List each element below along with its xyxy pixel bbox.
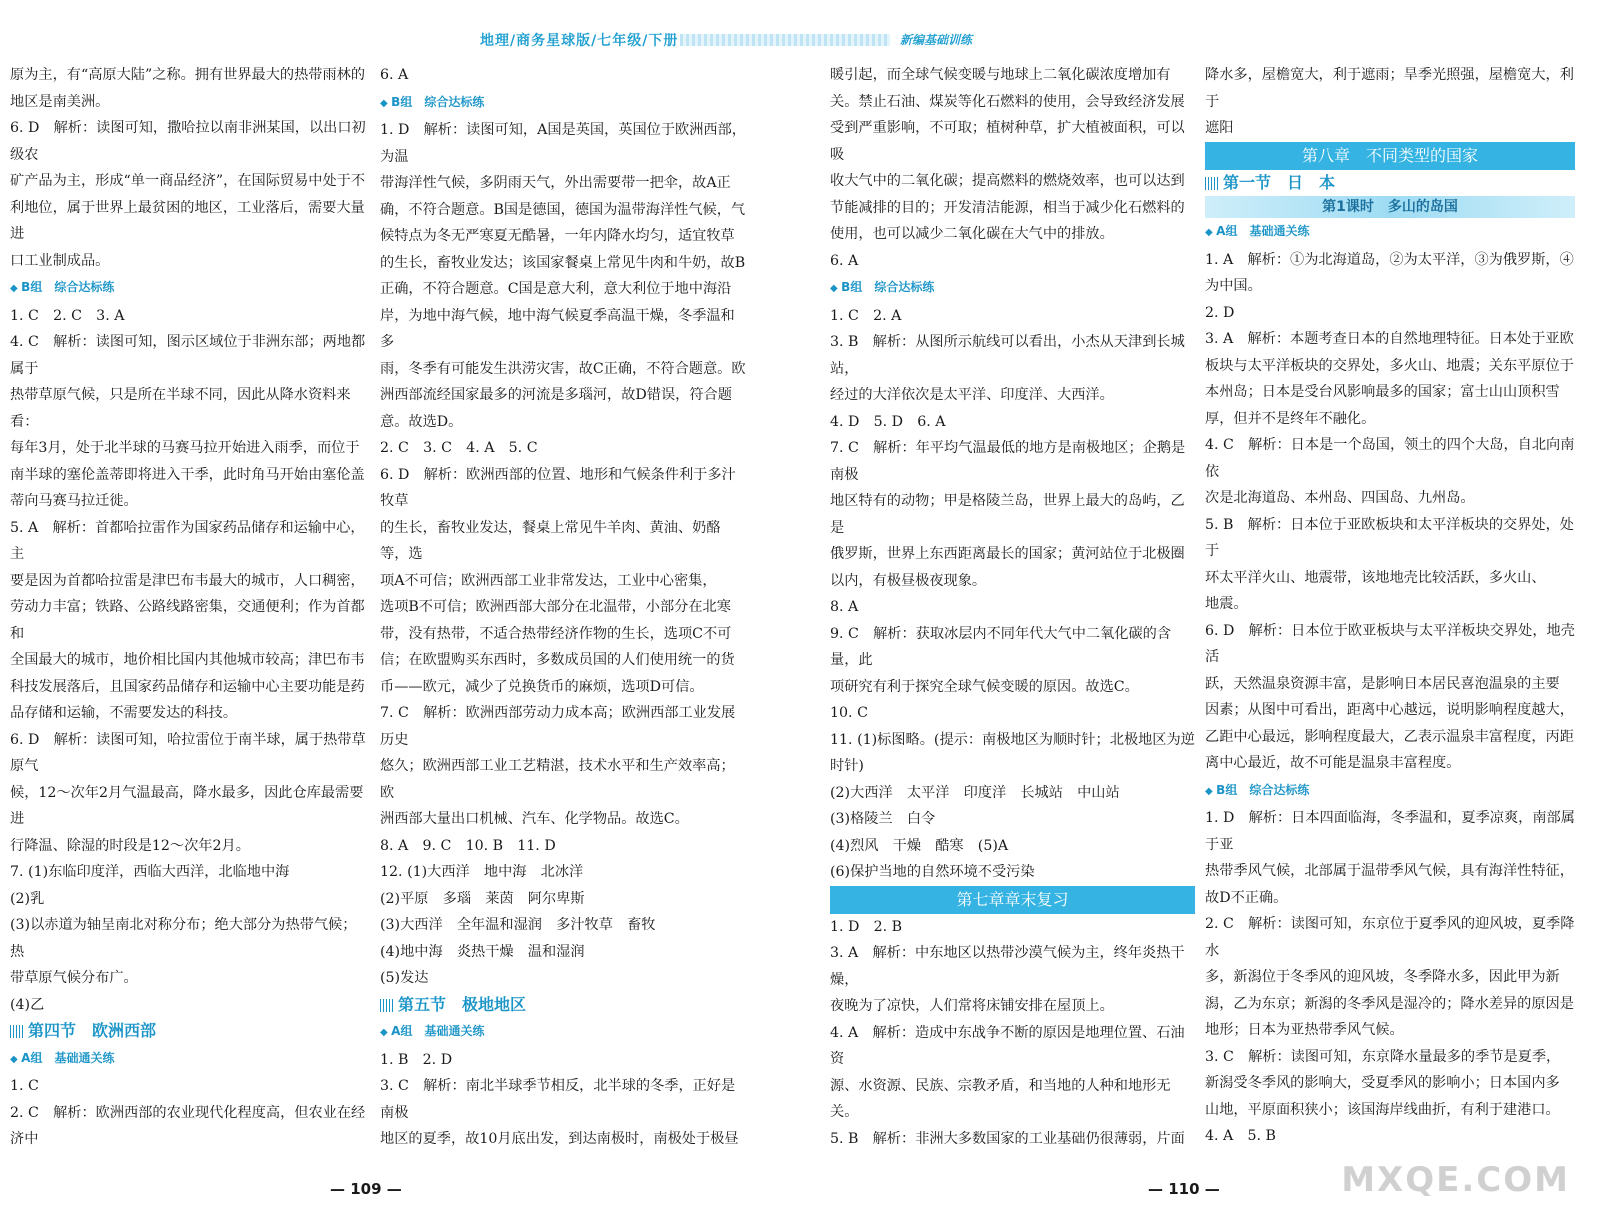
answer-line: 4. C 解析：日本是一个岛国，领土的四个大岛，自北向南依 xyxy=(1205,437,1575,480)
answer-line: 利地位，属于世界上最贫困的地区，工业落后，需要大量进 xyxy=(10,199,365,242)
answer-line: 1. C 2. C 3. A xyxy=(10,307,125,324)
answer-line: 5. A 解析：首都哈拉雷作为国家药品储存和运输中心，主 xyxy=(10,519,365,562)
answer-line: 1. D 2. B xyxy=(830,918,903,935)
answer-line: 4. A 解析：造成中东战争不断的原因是地理位置、石油资 xyxy=(830,1024,1185,1067)
answer-line: 为中国。 xyxy=(1205,278,1262,294)
answer-line: 以内，有极昼极夜现象。 xyxy=(830,572,987,589)
answer-line: 暖引起，而全球气候变暖与地球上二氧化碳浓度增加有 xyxy=(830,67,1171,83)
answer-line: 1. B 2. D xyxy=(380,1051,453,1068)
answer-line: 带，没有热带，不适合热带经济作物的生长，选项C不可 xyxy=(380,625,732,642)
answer-line: 科技发展落后，且国家药品储存和运输中心主要功能是药 xyxy=(10,678,365,695)
answer-line: 环太平洋火山、地震带，该地地壳比较活跃，多火山、 xyxy=(1205,569,1546,586)
answer-line: 带海洋性气候，多阴雨天气，外出需要带一把伞，故A正 xyxy=(380,175,731,191)
answer-line: 本州岛；日本是受台风影响最多的国家；富士山山顶积雪 xyxy=(1205,384,1560,400)
answer-line: 3. B 解析：从图所示航线可以看出，小杰从天津到长城站， xyxy=(830,334,1185,377)
answer-line: 12. (1)大西洋 地中海 北冰洋 xyxy=(380,864,584,880)
answer-line: 地区的夏季，故10月底出发，到达南极时，南极处于极昼 xyxy=(380,1131,739,1147)
group-heading: ◆ B组 综合达标练 xyxy=(830,274,1195,303)
answer-line: 每年3月，处于北半球的马赛马拉开始进入雨季，而位于 xyxy=(10,440,360,456)
answer-line: 1. D 解析：日本四面临海，冬季温和，夏季凉爽，南部属于亚 xyxy=(1205,810,1575,853)
lesson-banner: 第1课时 多山的岛国 xyxy=(1205,196,1575,218)
book-title: 地理/商务星球版/七年级/下册 xyxy=(480,33,679,49)
group-heading: ◆ A组 基础通关练 xyxy=(10,1045,368,1074)
answer-line: 9. C 解析：获取冰层内不同年代大气中二氧化碳的含量，此 xyxy=(830,625,1172,668)
answer-line: 带草原气候分布广。 xyxy=(10,970,138,986)
answer-line: 悠久；欧洲西部工业工艺精湛，技术水平和生产效率高；欧 xyxy=(380,758,735,801)
answer-line: 原为主，有“高原大陆”之称。拥有世界最大的热带雨林的 xyxy=(10,67,366,83)
answer-line: 信；在欧盟购买东西时，多数成员国的人们使用统一的货 xyxy=(380,652,735,668)
answer-line: 板块与太平洋板块的交界处，多火山、地震；关东平原位于 xyxy=(1205,357,1574,374)
answer-line: 2. C 解析：欧洲西部的农业现代化程度高，但农业在经济中 xyxy=(10,1104,366,1147)
answer-line: (3)格陵兰 白令 xyxy=(830,811,936,827)
answer-line: 7. (1)东临印度洋，西临大西洋，北临地中海 xyxy=(10,864,290,880)
answer-line: 1. D 解析：读图可知，A国是英国，英国位于欧洲西部，为温 xyxy=(380,122,746,165)
answer-line: 雨，冬季有可能发生洪涝灾害，故C正确，不符合题意。欧 xyxy=(380,360,746,377)
answer-line: (3)大西洋 全年温和湿润 多汁牧草 畜牧 xyxy=(380,917,656,933)
answer-line: 2. D xyxy=(1205,304,1235,321)
answer-line: 候，12～次年2月气温最高，降水最多，因此仓库最需要进 xyxy=(10,784,364,827)
answer-line: 项A不可信；欧洲西部工业非常发达，工业中心密集， xyxy=(380,572,717,589)
answer-line: 遮阳 xyxy=(1205,120,1234,136)
answer-line: 离中心最近，故不可能是温泉丰富程度。 xyxy=(1205,755,1461,771)
column-4 xyxy=(1205,62,1575,1152)
group-heading: ◆ B组 综合达标练 xyxy=(1205,777,1575,806)
answer-line: 2. C 3. C 4. A 5. C xyxy=(380,440,538,456)
answer-line: 洲西部大量出口机械、汽车、化学物品。故选C。 xyxy=(380,811,689,827)
column-2 xyxy=(380,62,748,1152)
answer-line: 热带季风气候，北部属于温带季风气候，具有海洋性特征， xyxy=(1205,863,1574,879)
answer-line: (6)保护当地的自然环境不受污染 xyxy=(830,864,1035,880)
answer-line: 4. C 解析：读图可知，图示区域位于非洲东部；两地都属于 xyxy=(10,334,366,377)
answer-line: 俄罗斯，世界上东西距离最长的国家；黄河站位于北极圈 xyxy=(830,546,1185,562)
answer-line: (4)乙 xyxy=(10,996,45,1013)
answer-line: 新潟受冬季风的影响大，受夏季风的影响小；日本国内多 xyxy=(1205,1075,1560,1091)
section-heading: 第四节 欧洲西部 xyxy=(10,1018,368,1045)
answer-line: 2. C 解析：读图可知，东京位于夏季风的迎风坡，夏季降水 xyxy=(1205,916,1575,959)
answer-line: 正确，不符合题意。C国是意大利，意大利位于地中海沿 xyxy=(380,281,732,297)
answer-line: (3)以赤道为轴呈南北对称分布；绝大部分为热带气候；热 xyxy=(10,917,357,960)
answer-line: 品存储和运输，不需要发达的科技。 xyxy=(10,705,238,721)
answer-line: 6. A xyxy=(380,67,409,83)
answer-line: 地形；日本为亚热带季风气候。 xyxy=(1205,1022,1404,1038)
answer-line: 源、水资源、民族、宗教矛盾，和当地的人种和地形无关。 xyxy=(830,1077,1171,1120)
group-heading: ◆ B组 综合达标练 xyxy=(380,89,748,118)
answer-line: (2)大西洋 太平洋 印度洋 长城站 中山站 xyxy=(830,784,1120,801)
answer-line xyxy=(1205,1150,1575,1153)
answer-line: 劳动力丰富；铁路、公路线路密集，交通便利；作为首都和 xyxy=(10,599,365,642)
answer-line: (4)烈风 干燥 酷寒 (5)A xyxy=(830,837,1009,854)
answer-line: 的生长，畜牧业发达；该国家餐桌上常见牛肉和牛奶，故B xyxy=(380,254,746,271)
answer-line: 选项B不可信；欧洲西部大部分在北温带，小部分在北寒 xyxy=(380,599,731,615)
answer-line: 地区特有的动物；甲是格陵兰岛，世界上最大的岛屿，乙是 xyxy=(830,493,1185,536)
answer-line: 3. A 解析：本题考查日本的自然地理特征。日本处于亚欧 xyxy=(1205,331,1574,347)
answer-line: 币——欧元，减少了兑换货币的麻烦，选项D可信。 xyxy=(380,678,704,695)
header-decoration xyxy=(680,34,890,46)
column-3 xyxy=(830,62,1195,1152)
group-heading: ◆ A组 基础通关练 xyxy=(1205,218,1575,247)
answer-line: 地区是南美洲。 xyxy=(10,93,110,110)
answer-line: (2)平原 多瑙 莱茵 阿尔卑斯 xyxy=(380,890,585,907)
answer-line: 时针) xyxy=(830,758,864,774)
page-number-right: — 110 — xyxy=(1148,1180,1220,1198)
answer-line: 收大气中的二氧化碳；提高燃料的燃烧效率，也可以达到 xyxy=(830,173,1185,189)
answer-line: 要是因为首都哈拉雷是津巴布韦最大的城市，人口稠密， xyxy=(10,572,365,589)
watermark: MXQE.COM xyxy=(1341,1160,1570,1200)
answer-line: 使用，也可以减少二氧化碳在大气中的排放。 xyxy=(830,226,1114,242)
answer-line: 6. D 解析：读图可知，哈拉雷位于南半球，属于热带草原气 xyxy=(10,731,366,774)
answer-line: 3. C 解析：读图可知，东京降水量最多的季节是夏季， xyxy=(1205,1048,1561,1065)
answer-line: 4. A 5. B xyxy=(1205,1128,1276,1144)
answer-line: 6. D 解析：日本位于欧亚板块与太平洋板块交界处，地壳活 xyxy=(1205,622,1575,665)
answer-line: 故D不正确。 xyxy=(1205,889,1288,906)
answer-line: 7. C 解析：年平均气温最低的地方是南极地区；企鹅是南极 xyxy=(830,440,1186,483)
answer-line: 4. D 5. D 6. A xyxy=(830,413,946,430)
answer-line: 跃，天然温泉资源丰富，是影响日本居民喜泡温泉的主要 xyxy=(1205,675,1560,692)
answer-line: 潟，乙为东京；新潟的冬季风是湿冷的；降水差异的原因是 xyxy=(1205,995,1574,1012)
answer-line: 6. D 解析：读图可知，撒哈拉以南非洲某国，以出口初级农 xyxy=(10,120,366,163)
answer-line: 受到严重影响，不可取；植树种草，扩大植被面积，可以吸 xyxy=(830,120,1185,163)
answer-line: 乙距中心最远，影响程度最大，乙表示温泉丰富程度，丙距 xyxy=(1205,728,1574,745)
answer-line: 1. C 2. A xyxy=(830,307,902,324)
answer-line: 次是北海道岛、本州岛、四国岛、九州岛。 xyxy=(1205,490,1475,506)
answer-line: 确，不符合题意。B国是德国，德国为温带海洋性气候，气 xyxy=(380,201,746,218)
answer-line: 地震。 xyxy=(1205,596,1248,612)
answer-line: 多，新潟位于冬季风的迎风坡，冬季降水多，因此甲为新 xyxy=(1205,969,1560,985)
answer-line: 关。禁止石油、煤炭等化石燃料的使用，会导致经济发展 xyxy=(830,93,1185,110)
answer-line: 6. D 解析：欧洲西部的位置、地形和气候条件利于多汁牧草 xyxy=(380,466,736,509)
answer-line: 厚，但并不是终年不融化。 xyxy=(1205,410,1376,427)
chapter-banner: 第八章 不同类型的国家 xyxy=(1205,142,1575,170)
answer-line: 山地，平原面积狭小；该国海岸线曲折，有利于建港口。 xyxy=(1205,1101,1560,1118)
answer-line: 夜晚为了凉快，人们常将床铺安排在屋顶上。 xyxy=(830,998,1114,1014)
section-heading: 第五节 极地地区 xyxy=(380,992,748,1019)
answer-line: 候特点为冬无严寒夏无酷暑，一年内降水均匀，适宜牧草 xyxy=(380,228,735,244)
answer-line: 经过的大洋依次是太平洋、印度洋、大西洋。 xyxy=(830,387,1114,403)
answer-line: 项研究有利于探究全球气候变暖的原因。故选C。 xyxy=(830,678,1139,695)
section-heading: 第一节 日 本 xyxy=(1205,170,1575,197)
answer-line: 洲西部流经国家最多的河流是多瑙河，故D错误，符合题 xyxy=(380,387,732,403)
answer-line: (4)地中海 炎热干燥 温和湿润 xyxy=(380,943,585,960)
answer-line: 节能减排的目的；开发清洁能源，相当于减少化石燃料的 xyxy=(830,199,1185,216)
answer-line: 全国最大的城市，地价相比国内其他城市较高；津巴布韦 xyxy=(10,652,365,668)
answer-line: 意。故选D。 xyxy=(380,413,463,430)
answer-line: 口工业制成品。 xyxy=(10,252,110,269)
answer-line: 10. C xyxy=(830,705,868,721)
column-1 xyxy=(10,62,368,1152)
series-name: 新编基础训练 xyxy=(900,33,973,47)
answer-line: 5. B 解析：日本位于亚欧板块和太平洋板块的交界处，处于 xyxy=(1205,516,1574,559)
answer-line: 8. A 9. C 10. B 11. D xyxy=(380,837,556,854)
answer-line: 行降温、除湿的时段是12～次年2月。 xyxy=(10,837,250,854)
answer-line: 8. A xyxy=(830,599,859,615)
answer-line: 3. A 解析：中东地区以热带沙漠气候为主，终年炎热干燥， xyxy=(830,945,1185,988)
answer-line: (5)发达 xyxy=(380,970,429,986)
group-heading: ◆ A组 基础通关练 xyxy=(380,1018,748,1047)
answer-line: 矿产品为主，形成“单一商品经济”，在国际贸易中处于不 xyxy=(10,173,366,189)
answer-line: 11. (1)标图略。(提示：南极地区为顺时针；北极地区为逆 xyxy=(830,731,1195,748)
answer-line: 南半球的塞伦盖蒂即将进入干季，此时角马开始由塞伦盖 xyxy=(10,466,365,483)
answer-line: 6. A xyxy=(830,252,859,269)
answer-line: 1. C xyxy=(10,1078,39,1094)
answer-line: 岸，为地中海气候，地中海气候夏季高温干燥，冬季温和多 xyxy=(380,307,735,350)
answer-line: 降水多，屋檐宽大，利于遮雨；旱季光照强，屋檐宽大，利于 xyxy=(1205,67,1574,110)
answer-line: 蒂向马赛马拉迁徙。 xyxy=(10,493,138,509)
answer-line: 7. C 解析：欧洲西部劳动力成本高；欧洲西部工业发展历史 xyxy=(380,705,736,748)
answer-line: 热带草原气候，只是所在半球不同，因此从降水资料来看： xyxy=(10,387,351,430)
answer-line: 5. B 解析：非洲大多数国家的工业基础仍很薄弱，片面 xyxy=(830,1130,1185,1147)
answer-line: 因素；从图中可看出，距离中心越远，说明影响程度越大， xyxy=(1205,702,1574,718)
answer-line: 1. A 解析：①为北海道岛，②为太平洋，③为俄罗斯，④ xyxy=(1205,251,1574,268)
answer-line: 3. C 解析：南北半球季节相反，北半球的冬季，正好是南极 xyxy=(380,1078,736,1121)
group-heading: ◆ B组 综合达标练 xyxy=(10,274,368,303)
answer-line: (2)乳 xyxy=(10,890,45,907)
page-header xyxy=(0,26,1600,52)
page-number-left: — 109 — xyxy=(330,1180,402,1198)
chapter-banner: 第七章章末复习 xyxy=(830,886,1195,914)
answer-line: 的生长，畜牧业发达，餐桌上常见牛羊肉、黄油、奶酪等，选 xyxy=(380,519,721,562)
